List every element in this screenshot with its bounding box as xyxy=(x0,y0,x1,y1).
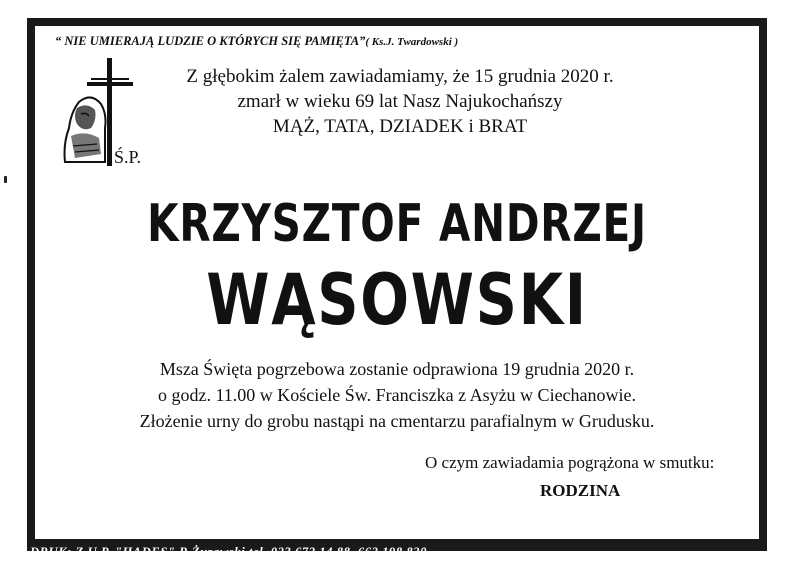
funeral-line: Złożenie urny do grobu nastąpi na cmentarzu parafialnym w Grudusku. xyxy=(139,411,655,431)
motto-quote: “ NIE UMIERAJĄ LUDZIE O KTÓRYCH SIĘ PAMIĘTA” xyxy=(55,34,366,48)
printer-footer: DRUK: Z.U.P. "HADES" R.Żurawski tel. 023 672 14 88, 662 198 820 xyxy=(30,545,427,559)
motto-author: ( Ks.J. Twardowski ) xyxy=(365,36,459,48)
deceased-surname: WĄSOWSKI xyxy=(206,259,588,341)
deceased-given-names: KRZYSZTOF ANDRZEJ xyxy=(147,194,647,254)
scan-mark xyxy=(4,176,7,183)
obituary-panel xyxy=(35,26,759,539)
funeral-details xyxy=(95,356,699,434)
intro-block xyxy=(155,64,645,139)
funeral-line: o godz. 11.00 w Kościele Św. Franciszka z Asyżu w Ciechanowie. xyxy=(157,385,637,405)
closing-notice: O czym zawiadamia pogrążona w smutku: xyxy=(425,453,715,472)
intro-line: Z głębokim żalem zawiadamiamy, że 15 grudnia 2020 r. xyxy=(186,66,614,87)
sp-label: Ś.P. xyxy=(114,147,142,167)
intro-line: zmarł w wieku 69 lat Nasz Najukochańszy xyxy=(237,91,563,112)
relations-line: MĄŻ, TATA, DZIADEK i BRAT xyxy=(272,116,528,137)
family-signature: RODZINA xyxy=(540,481,621,500)
obituary-frame xyxy=(27,18,767,551)
motto xyxy=(55,34,458,49)
funeral-line: Msza Święta pogrzebowa zostanie odprawiona 19 grudnia 2020 r. xyxy=(159,359,635,379)
